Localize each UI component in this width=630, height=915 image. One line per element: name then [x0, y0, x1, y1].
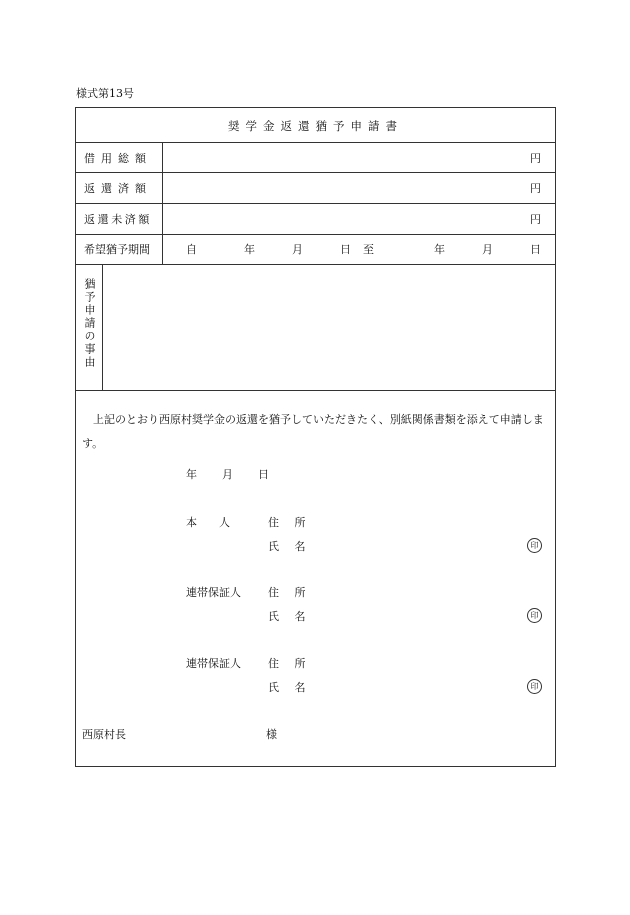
divider — [76, 390, 555, 391]
repaid-label: 返還済額 — [84, 182, 152, 195]
divider — [76, 142, 555, 143]
guarantor1-seal-mark: 印 — [527, 608, 542, 623]
repaid-unit: 円 — [530, 182, 541, 195]
form-number: 様式第13号 — [76, 87, 134, 100]
application-statement: 上記のとおり西原村奨学金の返還を猶予していただきたく、別紙関係書類を添えて申請します。 — [82, 413, 544, 450]
period-month1: 月 — [292, 243, 303, 256]
period-year2: 年 — [434, 243, 445, 256]
form-title: 奨学金返還猶予申請書 — [228, 119, 403, 133]
period-label: 希望猶予期間 — [84, 243, 150, 256]
reason-column-divider — [102, 264, 103, 390]
date-day: 日 — [258, 468, 269, 481]
applicant-name-label: 氏 名 — [268, 540, 312, 553]
period-to: 至 — [363, 243, 374, 256]
recipient-honorific: 様 — [266, 728, 277, 741]
reason-label: 猶予申請の事由 — [83, 278, 96, 369]
guarantor1-address-label: 住 所 — [268, 586, 312, 599]
total-borrowed-unit: 円 — [530, 152, 541, 165]
guarantor2-role: 連帯保証人 — [186, 657, 241, 670]
divider — [76, 203, 555, 204]
period-day1: 日 — [340, 243, 351, 256]
total-borrowed-label: 借用総額 — [84, 152, 152, 165]
application-form — [75, 107, 556, 767]
unpaid-unit: 円 — [530, 213, 541, 226]
applicant-address-label: 住 所 — [268, 516, 312, 529]
period-day2: 日 — [530, 243, 541, 256]
date-month: 月 — [222, 468, 233, 481]
applicant-role: 本 人 — [186, 516, 230, 529]
guarantor2-name-label: 氏 名 — [268, 681, 312, 694]
date-year: 年 — [186, 468, 197, 481]
period-month2: 月 — [482, 243, 493, 256]
divider — [76, 234, 555, 235]
divider — [76, 172, 555, 173]
guarantor2-seal-mark: 印 — [527, 679, 542, 694]
period-year1: 年 — [244, 243, 255, 256]
guarantor1-name-label: 氏 名 — [268, 610, 312, 623]
recipient-name: 西原村長 — [82, 728, 126, 741]
guarantor2-address-label: 住 所 — [268, 657, 312, 670]
applicant-seal-mark: 印 — [527, 538, 542, 553]
period-from: 自 — [186, 243, 197, 256]
divider — [76, 264, 555, 265]
guarantor1-role: 連帯保証人 — [186, 586, 241, 599]
unpaid-label: 返還未済額 — [84, 213, 152, 226]
